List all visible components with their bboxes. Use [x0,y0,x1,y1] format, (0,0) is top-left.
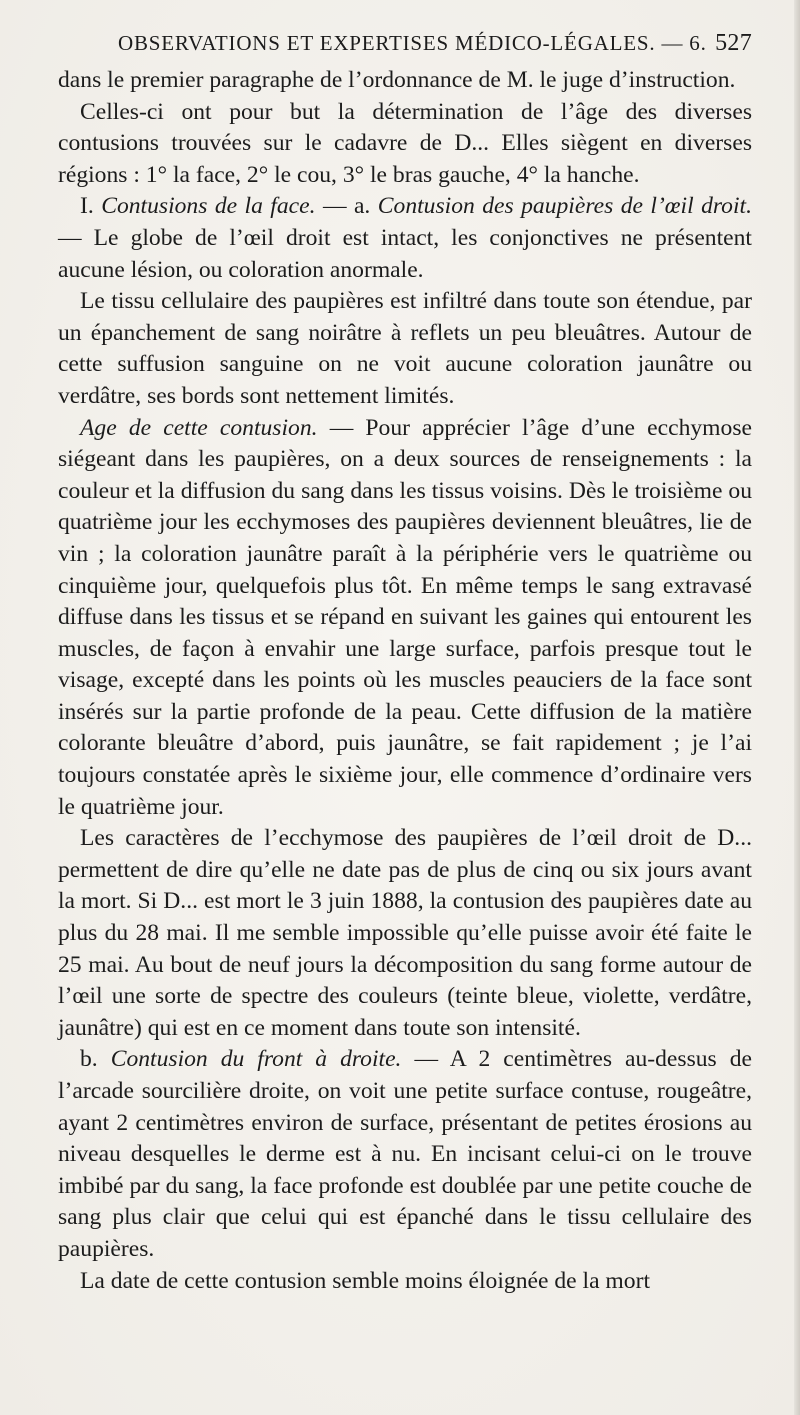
paragraph-caracteres-ecchymose [58,823,752,1044]
paragraph-contusion-face [58,191,752,286]
paragraph-text: — A 2 centimètres au-dessus de l’arcade sourcilière droite, on voit une petite surface contuse, rougeâtre, ayant 2 centimètres environ de surface, présentant de petites érosions au niveau desquelles le derme est à nu. En incisant celui-ci on le trouve imbibé par du sang, la face profonde est doublée par une petite couche de sang plus clair que celui qui est épanché dans le tissu cellulaire des paupières. [58,1046,752,1262]
paragraph-heading: Age de cette contusion. [80,414,318,441]
paragraph-text: Les caractères de l’ecchymose des paupières de l’œil droit de D... permettent de dire qu’elle ne date pas de plus de cinq ou six jours avant la mort. Si D... est mort le 3 juin 1888, la contusion des paupières date au plus du 28 mai. Il me semble impossible qu’elle puisse avoir été faite le 25 mai. Au bout de neuf jours la décomposition du sang forme autour de l’œil une sorte de spectre des couleurs (teinte bleue, violette, verdâtre, jaunâtre) qui est en ce moment dans toute son intensité. [58,825,752,1041]
running-head-title: OBSERVATIONS ET EXPERTISES MÉDICO-LÉGALES. — 6. [118,31,707,55]
paragraph-text: Celles-ci ont pour but la détermination de l’âge des diverses contusions trouvées sur le cadavre de D... Elles siègent en diverses régions : 1° la face, 2° le cou, 3° le bras gauche, 4° la hanche. [58,98,752,188]
paragraph-contusions-intro [58,97,752,192]
section-heading: Contusions de la face. [101,193,316,220]
paragraph-date-contusion [58,1266,752,1298]
paragraph-text: — Le globe de l’œil droit est intact, les conjonctives ne présentent aucune lésion, ou coloration anormale. [58,224,752,283]
paragraph-continuation [58,65,752,97]
paragraph-age-contusion [58,413,752,824]
paragraph-text: dans le premier paragraphe de l’ordonnance de M. le juge d’instruction. [58,67,736,93]
body-text [58,65,752,1297]
page-edge [794,0,800,1415]
running-head [58,30,752,57]
section-number: I. [80,193,94,220]
subsection-marker: b. [80,1046,98,1073]
paragraph-text: — Pour apprécier l’âge d’une ecchymose siégeant dans les paupières, on a deux sources de renseignements : la couleur et la diffusion du sang dans les tissus voisins. Dès le troisième ou quatrième jour les ecchymoses des paupières deviennent bleuâtres, lie de vin ; la coloration jaunâtre paraît à la périphérie vers le quatrième ou cinquième jour, quelquefois plus tôt. En même temps le sang extravasé diffuse dans les tissus et se répand en suivant les gaines qui entourent les muscles, de façon à envahir une large surface, parfois presque tout le visage, excepté dans les points où les muscles peauciers de la face sont insérés sur la partie profonde de la peau. Cette diffusion de la matière colorante bleuâtre d’abord, puis jaunâtre, se fait rapidement ; je l’ai toujours constatée après le sixième jour, elle commence d’ordinaire vers le quatrième jour. [58,414,752,820]
paragraph-text: La date de cette contusion semble moins éloignée de la mort [80,1267,650,1294]
paragraph-contusion-front [58,1044,752,1265]
subsection-heading: Contusion du front à droite. [110,1046,402,1073]
subsection-heading: Contusion des paupières de l’œil droit. [377,193,752,220]
page-number: 527 [715,30,752,56]
subsection-marker: — a. [322,193,371,220]
paragraph-tissu-cellulaire [58,286,752,412]
paragraph-text: Le tissu cellulaire des paupières est infiltré dans toute son étendue, par un épanchement de sang noirâtre à reflets un peu bleuâtres. Autour de cette suffusion sanguine on ne voit aucune coloration jaunâtre ou verdâtre, ses bords sont nettement limités. [58,288,752,409]
